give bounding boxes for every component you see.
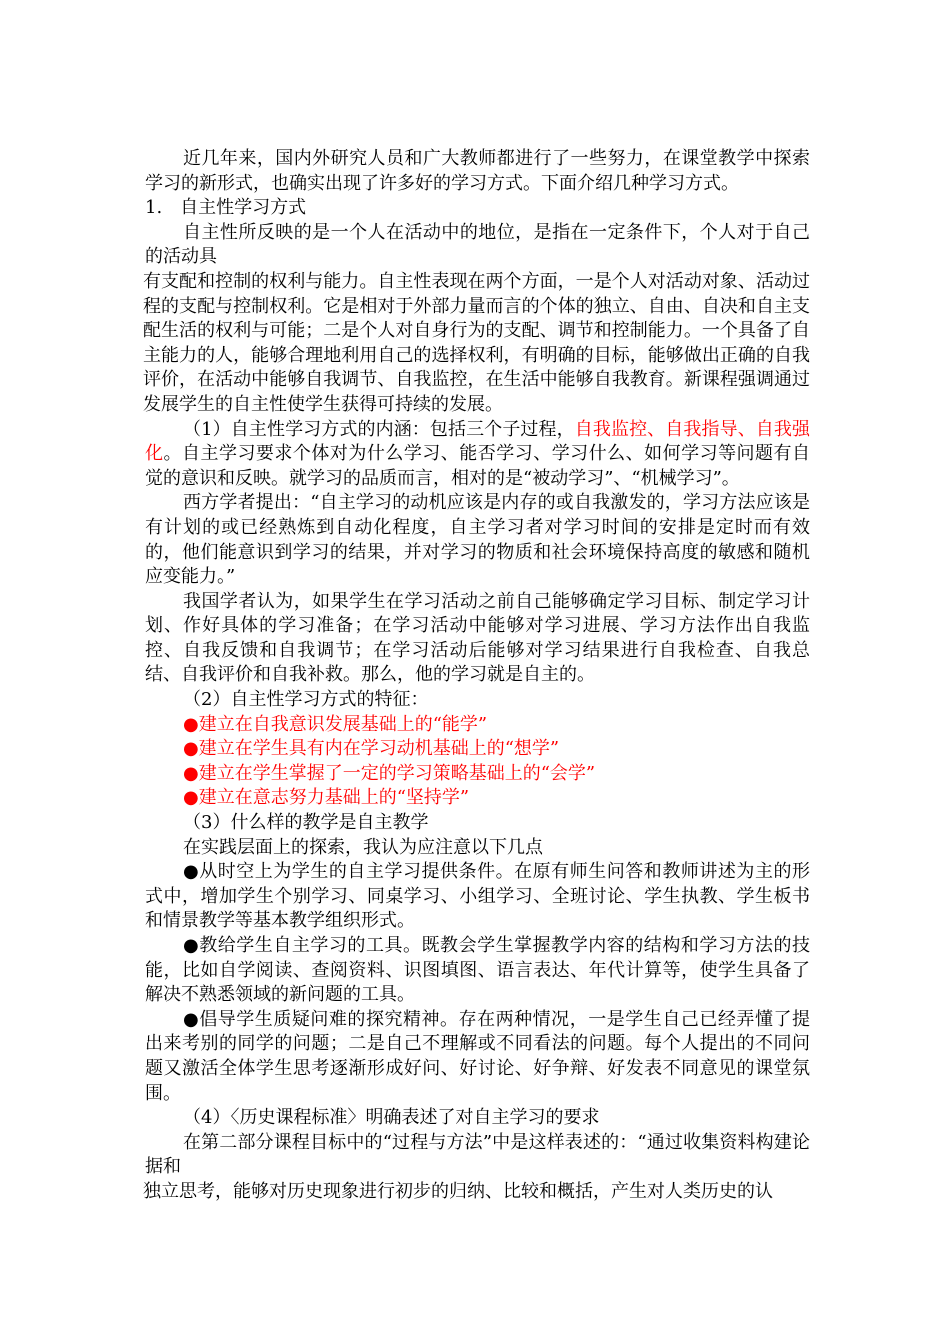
- feature-item: ●建立在意志努力基础上的“坚持学”: [183, 787, 470, 809]
- document-page: [145, 147, 810, 1205]
- feature-item: ●建立在自我意识发展基础上的“能学”: [183, 713, 488, 735]
- point-paragraph: ●教给学生自主学习的工具。既教会学生掌握教学内容的结构和学习方法的技能，比如自学阅读、查阅资料、识图填图、语言表达、年代计算等，使学生具备了解决不熟悉领域的新问题的工具。: [145, 935, 810, 1006]
- standard-first-line: 在第二部分课程目标中的“过程与方法”中是这样表述的：“通过收集资料构建论据和: [145, 1131, 810, 1178]
- definition-first-line: 自主性所反映的是一个人在活动中的地位，是指在一定条件下，个人对于自己的活动具: [145, 221, 810, 268]
- connotation-intro-text: （1）自主性学习方式的内涵：包括三个子过程，: [183, 418, 575, 440]
- practice-intro: 在实践层面上的探索，我认为应注意以下几点: [183, 836, 543, 858]
- features-heading: （2）自主性学习方式的特征：: [183, 689, 429, 711]
- intro-paragraph: 近几年来，国内外研究人员和广大教师都进行了一些努力，在课堂教学中探索学习的新形式，也确实出现了许多好的学习方式。下面介绍几种学习方式。: [145, 148, 810, 194]
- point-paragraph: ●倡导学生质疑问难的探究精神。存在两种情况，一是学生自己已经弄懂了提出来考别的同学的问题；二是自己不理解或不同看法的问题。每个人提出的不同问题又激活全体学生思考逐渐形成好问、好讨论、好争辩、好发表不同意见的课堂氛围。: [145, 1008, 810, 1104]
- definition-paragraph: 有支配和控制的权利与能力。自主性表现在两个方面，一是个人对活动对象、活动过程的支配与控制权利。它是相对于外部力量而言的个体的独立、自由、自决和自主支配生活的权利与可能；二是个人对自身行为的支配、调节和控制能力。一个具备了自主能力的人，能够合理地利用自己的选择权利，有明确的目标，能够做出正确的自我评价，在活动中能够自我调节、自我监控，在生活中能够自我教育。新课程强调通过发展学生的自主性使学生获得可持续的发展。: [143, 270, 810, 415]
- connotation-paragraph: [145, 418, 810, 492]
- standard-second-line: 独立思考，能够对历史现象进行初步的归纳、比较和概括，产生对人类历史的认: [143, 1180, 773, 1202]
- feature-item: ●建立在学生掌握了一定的学习策略基础上的“会学”: [183, 762, 596, 784]
- western-scholars-paragraph: 西方学者提出：“自主学习的动机应该是内存的或自我激发的，学习方法应该是有计划的或已经熟炼到自动化程度，自主学习者对学习时间的安排是定时而有效的，他们能意识到学习的结果，并对学习的物质和社会环境保持高度的敏感和随机应变能力。”: [145, 492, 810, 588]
- section-heading: 1. 自主性学习方式: [145, 197, 307, 219]
- connotation-rest-text: 。自主学习要求个体对为什么学习、能否学习、学习什么、如何学习等问题有自觉的意识和反映。就学习的品质而言，相对的是“被动学习”、“机械学习”。: [145, 443, 811, 489]
- point-paragraph: ●从时空上为学生的自主学习提供条件。在原有师生问答和教师讲述为主的形式中，增加学生个别学习、同桌学习、小组学习、全班讨论、学生执教、学生板书和情景教学等基本教学组织形式。: [145, 861, 810, 932]
- connotation-highlight: 自我监控、自我指导、自我强化: [145, 418, 811, 465]
- standard-heading: （4）〈历史课程标准〉明确表述了对自主学习的要求: [183, 1107, 600, 1129]
- domestic-scholars-paragraph: 我国学者认为，如果学生在学习活动之前自己能够确定学习目标、制定学习计划、作好具体的学习准备；在学习活动中能够对学习进展、学习方法作出自我监控、自我反馈和自我调节；在学习活动后能够对学习结果进行自我检查、自我总结、自我评价和自我补救。那么，他的学习就是自主的。: [145, 590, 810, 686]
- feature-item: ●建立在学生具有内在学习动机基础上的“想学”: [183, 738, 560, 760]
- teaching-heading: （3）什么样的教学是自主教学: [183, 812, 429, 834]
